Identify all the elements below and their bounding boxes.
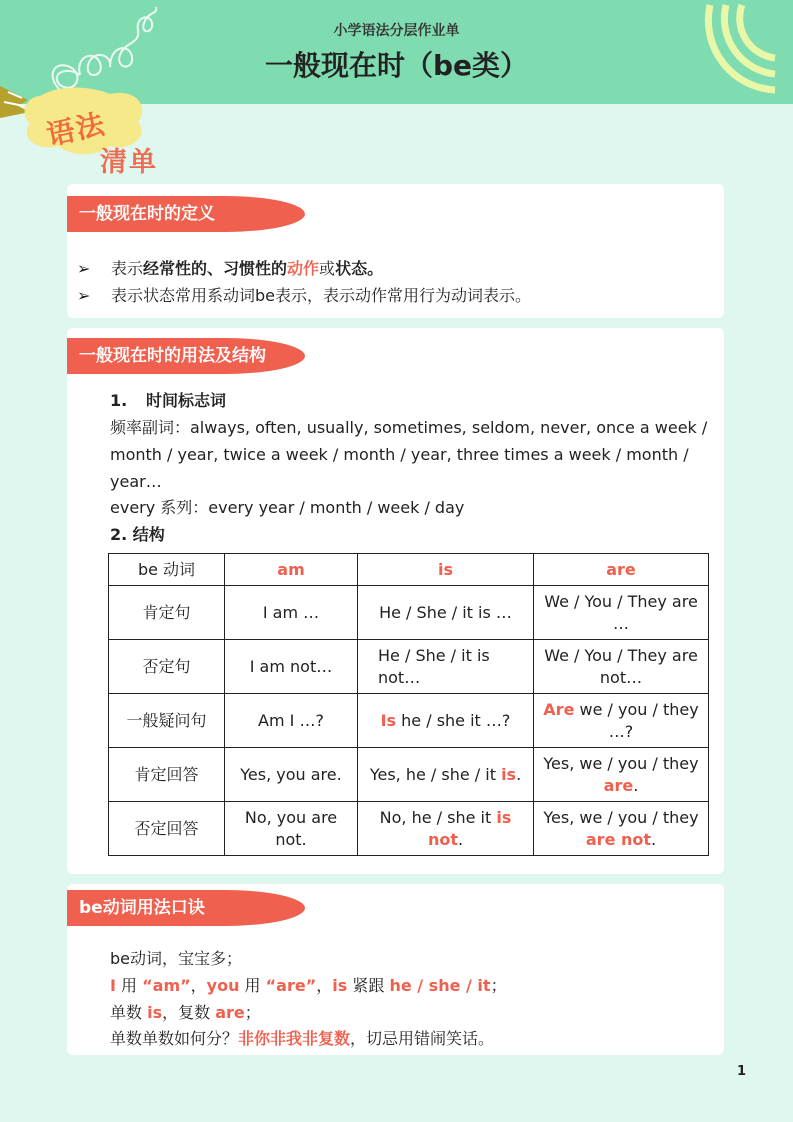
table-cell: He / She / it is … <box>358 586 534 640</box>
table-cell: Yes, you are. <box>225 748 358 802</box>
time-markers-heading: 1. 时间标志词 <box>110 391 227 410</box>
table-row <box>109 586 709 640</box>
table-cell: No, you are not. <box>225 802 358 856</box>
table-header-cell: be 动词 <box>109 554 225 586</box>
table-header-row <box>109 554 709 586</box>
definition-card <box>67 184 724 318</box>
table-cell: I am … <box>225 586 358 640</box>
be-verb-table <box>108 553 709 856</box>
table-header-cell: am <box>225 554 358 586</box>
table-row <box>109 802 709 856</box>
table-row <box>109 694 709 748</box>
rhyme-line-2: I 用 “am”，you 用 “are”，is 紧跟 he / she / it； <box>110 976 507 995</box>
badge-word-list: 清单 <box>100 147 158 178</box>
frequency-adverbs-text: 频率副词：always, often, usually, sometimes, seldom, never, once a week / month / year, twice a week / month / year, three times a week / month / year… <box>110 418 708 491</box>
page-number: 1 <box>737 1064 747 1079</box>
section-label-usage: 一般现在时的用法及结构 <box>67 338 305 374</box>
row-label: 否定句 <box>109 640 225 694</box>
table-cell: No, he / she it is not. <box>358 802 534 856</box>
worksheet-subtitle: 小学语法分层作业单 <box>333 23 460 39</box>
table-cell: Am I …? <box>225 694 358 748</box>
table-header-cell: are <box>534 554 709 586</box>
table-cell: He / She / it is not… <box>358 640 534 694</box>
rhyme-line-3: 单数 is，复数 are； <box>110 1003 261 1022</box>
every-series-text: every 系列：every year / month / week / day <box>110 498 465 517</box>
table-row <box>109 748 709 802</box>
table-cell: Yes, he / she / it is. <box>358 748 534 802</box>
table-cell: I am not… <box>225 640 358 694</box>
arrow-bullet-icon: ➢ <box>77 259 91 278</box>
table-row <box>109 640 709 694</box>
row-label: 否定回答 <box>109 802 225 856</box>
table-header-cell: is <box>358 554 534 586</box>
table-cell: Yes, we / you / they are. <box>534 748 709 802</box>
row-label: 一般疑问句 <box>109 694 225 748</box>
usage-structure-card <box>67 328 724 874</box>
row-label: 肯定句 <box>109 586 225 640</box>
badge-word-grammar: 语法 <box>43 107 110 152</box>
rhyme-card <box>67 884 724 1055</box>
table-cell: We / You / They are not… <box>534 640 709 694</box>
arrow-bullet-icon: ➢ <box>77 286 91 305</box>
table-cell: Is he / she it …? <box>358 694 534 748</box>
page-title: 一般现在时（be类） <box>264 49 529 82</box>
table-cell: Are we / you / they …? <box>534 694 709 748</box>
section-label-rhyme: be动词用法口诀 <box>67 890 305 926</box>
rhyme-line-4: 单数单数如何分？非你非我非复数，切忌用错闹笑话。 <box>110 1029 495 1048</box>
definition-bullet-1: ➢ 表示经常性的、习惯性的动作或状态。 <box>77 259 384 278</box>
structure-heading: 2. 结构 <box>110 525 165 544</box>
table-cell: We / You / They are … <box>534 586 709 640</box>
rhyme-line-1: be动词，宝宝多； <box>110 949 243 968</box>
definition-bullet-2: ➢ 表示状态常用系动词be表示，表示动作常用行为动词表示。 <box>77 286 532 305</box>
section-label-definition: 一般现在时的定义 <box>67 196 305 232</box>
table-cell: Yes, we / you / they are not. <box>534 802 709 856</box>
row-label: 肯定回答 <box>109 748 225 802</box>
